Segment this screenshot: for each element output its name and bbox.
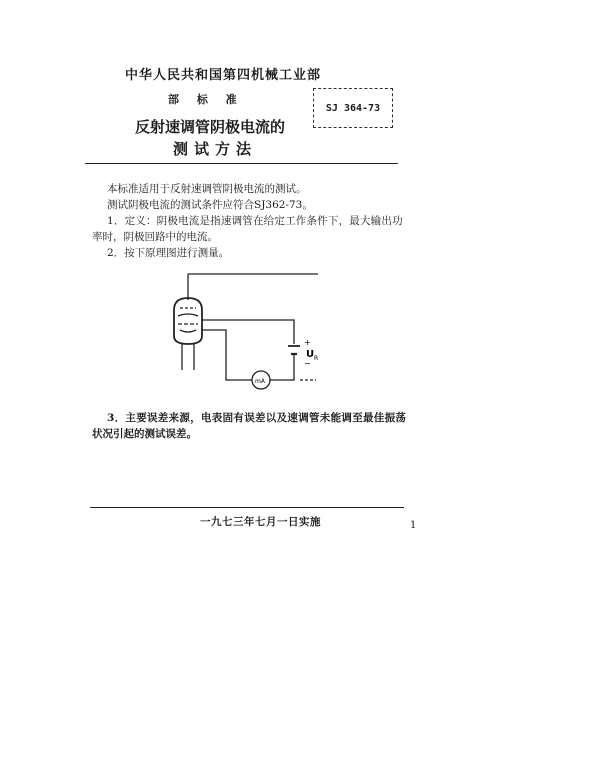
standard-number: SJ 364-73	[325, 102, 381, 114]
anode-wire	[202, 320, 294, 344]
effective-date: 一九七三年七月一日实施	[200, 516, 321, 528]
error-paragraph-line2: 状况引起的测试误差。	[92, 428, 197, 440]
voltage-label: U	[306, 349, 315, 360]
return-wire	[270, 362, 294, 380]
minus-sign: −	[304, 359, 311, 368]
standard-number-box	[313, 88, 393, 128]
definition-paragraph-line1: 1．定义：阴极电流是指速调管在给定工作条件下，最大输出功	[107, 215, 403, 227]
footer-divider	[90, 507, 404, 508]
klystron-tube-icon	[174, 298, 202, 344]
document-title-line2: 测试方法	[173, 140, 258, 158]
definition-paragraph-line2: 率时，阴极回路中的电流。	[92, 231, 218, 243]
standard-category: 部 标 准	[168, 93, 237, 106]
document-title-line1: 反射速调管阴极电流的	[135, 118, 286, 136]
scope-paragraph: 本标准适用于反射速调管阴极电流的测试。	[107, 183, 307, 195]
circuit-diagram	[160, 262, 330, 392]
cathode-wire	[202, 330, 252, 380]
conditions-paragraph: 测试阴极电流的测试条件应符合SJ362-73。	[107, 199, 313, 211]
ministry-name: 中华人民共和国第四机械工业部	[125, 68, 322, 83]
measurement-paragraph: 2．按下原理图进行测量。	[107, 247, 230, 259]
voltage-subscript: R	[314, 355, 319, 362]
meter-label: mA	[255, 378, 265, 385]
error-paragraph-line1: 3．主要误差来源，电表固有误差以及速调管未能调至最佳振荡	[107, 412, 407, 424]
header-divider	[85, 163, 398, 164]
page-number: 1	[410, 520, 417, 531]
plus-sign: +	[304, 338, 311, 347]
